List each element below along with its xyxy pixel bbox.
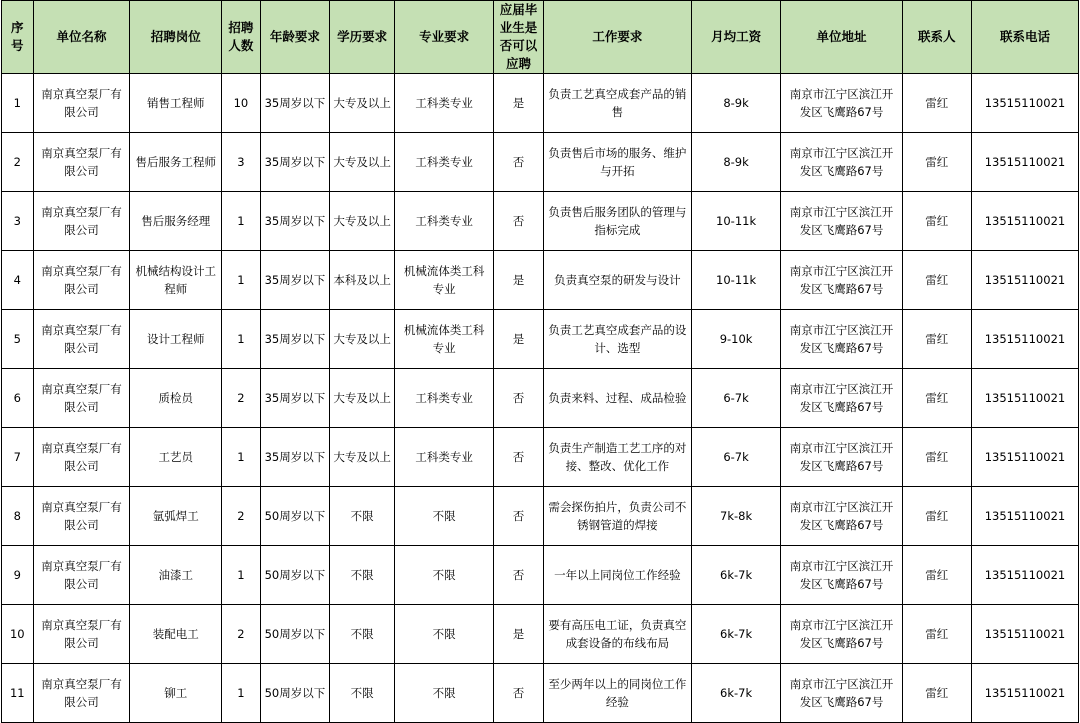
cell-education: 本科及以上 <box>330 251 395 310</box>
cell-phone: 13515110021 <box>971 133 1078 192</box>
cell-major: 工科类专业 <box>395 428 494 487</box>
cell-contact: 雷红 <box>902 310 971 369</box>
cell-major: 工科类专业 <box>395 369 494 428</box>
cell-salary: 6k-7k <box>691 546 781 605</box>
cell-phone: 13515110021 <box>971 664 1078 723</box>
table-row <box>2 133 1079 192</box>
cell-headcount: 1 <box>222 664 261 723</box>
cell-education: 大专及以上 <box>330 428 395 487</box>
header-salary: 月均工资 <box>691 1 781 74</box>
cell-graduates: 否 <box>494 664 544 723</box>
cell-age: 35周岁以下 <box>260 74 329 133</box>
table-row <box>2 369 1079 428</box>
header-headcount: 招聘人数 <box>222 1 261 74</box>
cell-major: 不限 <box>395 487 494 546</box>
cell-age: 35周岁以下 <box>260 428 329 487</box>
cell-index: 10 <box>2 605 34 664</box>
cell-phone: 13515110021 <box>971 310 1078 369</box>
cell-education: 不限 <box>330 546 395 605</box>
header-contact: 联系人 <box>902 1 971 74</box>
cell-age: 35周岁以下 <box>260 310 329 369</box>
cell-company: 南京真空泵厂有限公司 <box>33 546 130 605</box>
cell-graduates: 是 <box>494 310 544 369</box>
header-position: 招聘岗位 <box>130 1 222 74</box>
cell-salary: 6-7k <box>691 428 781 487</box>
table-row <box>2 310 1079 369</box>
cell-job-requirements: 一年以上同岗位工作经验 <box>544 546 692 605</box>
cell-contact: 雷红 <box>902 192 971 251</box>
cell-phone: 13515110021 <box>971 369 1078 428</box>
cell-address: 南京市江宁区滨江开发区飞鹰路67号 <box>781 546 902 605</box>
cell-headcount: 1 <box>222 428 261 487</box>
cell-graduates: 否 <box>494 487 544 546</box>
cell-major: 工科类专业 <box>395 133 494 192</box>
cell-phone: 13515110021 <box>971 192 1078 251</box>
cell-age: 50周岁以下 <box>260 664 329 723</box>
cell-job-requirements: 负责售后市场的服务、维护与开拓 <box>544 133 692 192</box>
cell-headcount: 10 <box>222 74 261 133</box>
cell-address: 南京市江宁区滨江开发区飞鹰路67号 <box>781 369 902 428</box>
cell-major: 不限 <box>395 605 494 664</box>
cell-age: 35周岁以下 <box>260 133 329 192</box>
cell-index: 9 <box>2 546 34 605</box>
cell-age: 35周岁以下 <box>260 369 329 428</box>
table-header <box>2 1 1079 74</box>
cell-company: 南京真空泵厂有限公司 <box>33 310 130 369</box>
table-row <box>2 74 1079 133</box>
cell-contact: 雷红 <box>902 369 971 428</box>
recruitment-table <box>1 0 1079 723</box>
cell-company: 南京真空泵厂有限公司 <box>33 428 130 487</box>
cell-headcount: 2 <box>222 369 261 428</box>
cell-position: 装配电工 <box>130 605 222 664</box>
cell-headcount: 3 <box>222 133 261 192</box>
cell-position: 工艺员 <box>130 428 222 487</box>
cell-index: 4 <box>2 251 34 310</box>
cell-address: 南京市江宁区滨江开发区飞鹰路67号 <box>781 133 902 192</box>
cell-salary: 6k-7k <box>691 605 781 664</box>
cell-position: 售后服务工程师 <box>130 133 222 192</box>
header-graduates: 应届毕业生是否可以应聘 <box>494 1 544 74</box>
cell-job-requirements: 需会探伤拍片，负责公司不锈钢管道的焊接 <box>544 487 692 546</box>
cell-job-requirements: 负责工艺真空成套产品的设计、选型 <box>544 310 692 369</box>
cell-age: 35周岁以下 <box>260 251 329 310</box>
cell-address: 南京市江宁区滨江开发区飞鹰路67号 <box>781 487 902 546</box>
cell-company: 南京真空泵厂有限公司 <box>33 192 130 251</box>
cell-index: 11 <box>2 664 34 723</box>
cell-major: 机械流体类工科专业 <box>395 251 494 310</box>
cell-company: 南京真空泵厂有限公司 <box>33 664 130 723</box>
cell-company: 南京真空泵厂有限公司 <box>33 487 130 546</box>
header-address: 单位地址 <box>781 1 902 74</box>
cell-headcount: 1 <box>222 192 261 251</box>
header-row <box>2 1 1079 74</box>
cell-address: 南京市江宁区滨江开发区飞鹰路67号 <box>781 251 902 310</box>
cell-phone: 13515110021 <box>971 74 1078 133</box>
cell-headcount: 1 <box>222 546 261 605</box>
cell-index: 2 <box>2 133 34 192</box>
cell-job-requirements: 负责来料、过程、成品检验 <box>544 369 692 428</box>
cell-job-requirements: 要有高压电工证，负责真空成套设备的布线布局 <box>544 605 692 664</box>
cell-salary: 10-11k <box>691 192 781 251</box>
cell-address: 南京市江宁区滨江开发区飞鹰路67号 <box>781 664 902 723</box>
cell-education: 不限 <box>330 487 395 546</box>
cell-education: 大专及以上 <box>330 133 395 192</box>
cell-graduates: 否 <box>494 369 544 428</box>
cell-index: 7 <box>2 428 34 487</box>
header-major: 专业要求 <box>395 1 494 74</box>
table-row <box>2 487 1079 546</box>
cell-salary: 9-10k <box>691 310 781 369</box>
header-index: 序号 <box>2 1 34 74</box>
cell-major: 工科类专业 <box>395 192 494 251</box>
cell-graduates: 否 <box>494 192 544 251</box>
cell-address: 南京市江宁区滨江开发区飞鹰路67号 <box>781 428 902 487</box>
cell-contact: 雷红 <box>902 487 971 546</box>
cell-education: 不限 <box>330 605 395 664</box>
cell-age: 50周岁以下 <box>260 546 329 605</box>
cell-graduates: 是 <box>494 605 544 664</box>
cell-graduates: 否 <box>494 428 544 487</box>
cell-phone: 13515110021 <box>971 428 1078 487</box>
cell-salary: 10-11k <box>691 251 781 310</box>
cell-salary: 7k-8k <box>691 487 781 546</box>
header-company: 单位名称 <box>33 1 130 74</box>
cell-graduates: 是 <box>494 74 544 133</box>
cell-position: 机械结构设计工程师 <box>130 251 222 310</box>
cell-position: 油漆工 <box>130 546 222 605</box>
cell-major: 不限 <box>395 664 494 723</box>
table-row <box>2 605 1079 664</box>
cell-job-requirements: 负责生产制造工艺工序的对接、整改、优化工作 <box>544 428 692 487</box>
cell-company: 南京真空泵厂有限公司 <box>33 369 130 428</box>
cell-headcount: 1 <box>222 310 261 369</box>
cell-contact: 雷红 <box>902 605 971 664</box>
cell-phone: 13515110021 <box>971 487 1078 546</box>
cell-salary: 8-9k <box>691 133 781 192</box>
table-row <box>2 664 1079 723</box>
cell-major: 机械流体类工科专业 <box>395 310 494 369</box>
cell-index: 5 <box>2 310 34 369</box>
cell-position: 售后服务经理 <box>130 192 222 251</box>
cell-age: 50周岁以下 <box>260 487 329 546</box>
cell-headcount: 2 <box>222 605 261 664</box>
cell-age: 35周岁以下 <box>260 192 329 251</box>
cell-graduates: 否 <box>494 546 544 605</box>
cell-address: 南京市江宁区滨江开发区飞鹰路67号 <box>781 192 902 251</box>
cell-major: 不限 <box>395 546 494 605</box>
cell-job-requirements: 负责真空泵的研发与设计 <box>544 251 692 310</box>
header-education: 学历要求 <box>330 1 395 74</box>
cell-phone: 13515110021 <box>971 605 1078 664</box>
cell-job-requirements: 负责售后服务团队的管理与指标完成 <box>544 192 692 251</box>
cell-education: 大专及以上 <box>330 192 395 251</box>
cell-position: 设计工程师 <box>130 310 222 369</box>
cell-graduates: 否 <box>494 133 544 192</box>
cell-company: 南京真空泵厂有限公司 <box>33 74 130 133</box>
cell-position: 销售工程师 <box>130 74 222 133</box>
cell-education: 大专及以上 <box>330 74 395 133</box>
cell-job-requirements: 负责工艺真空成套产品的销售 <box>544 74 692 133</box>
cell-index: 6 <box>2 369 34 428</box>
cell-company: 南京真空泵厂有限公司 <box>33 133 130 192</box>
table-row <box>2 428 1079 487</box>
cell-company: 南京真空泵厂有限公司 <box>33 605 130 664</box>
cell-address: 南京市江宁区滨江开发区飞鹰路67号 <box>781 605 902 664</box>
cell-position: 质检员 <box>130 369 222 428</box>
cell-salary: 8-9k <box>691 74 781 133</box>
cell-job-requirements: 至少两年以上的同岗位工作经验 <box>544 664 692 723</box>
cell-contact: 雷红 <box>902 251 971 310</box>
header-job-requirements: 工作要求 <box>544 1 692 74</box>
cell-headcount: 1 <box>222 251 261 310</box>
cell-index: 3 <box>2 192 34 251</box>
cell-major: 工科类专业 <box>395 74 494 133</box>
cell-position: 铆工 <box>130 664 222 723</box>
cell-index: 1 <box>2 74 34 133</box>
cell-contact: 雷红 <box>902 546 971 605</box>
cell-contact: 雷红 <box>902 74 971 133</box>
cell-phone: 13515110021 <box>971 251 1078 310</box>
cell-contact: 雷红 <box>902 133 971 192</box>
cell-index: 8 <box>2 487 34 546</box>
cell-graduates: 是 <box>494 251 544 310</box>
cell-headcount: 2 <box>222 487 261 546</box>
cell-age: 50周岁以下 <box>260 605 329 664</box>
table-body <box>2 74 1079 723</box>
cell-address: 南京市江宁区滨江开发区飞鹰路67号 <box>781 74 902 133</box>
cell-phone: 13515110021 <box>971 546 1078 605</box>
cell-address: 南京市江宁区滨江开发区飞鹰路67号 <box>781 310 902 369</box>
header-phone: 联系电话 <box>971 1 1078 74</box>
cell-contact: 雷红 <box>902 664 971 723</box>
table-row <box>2 192 1079 251</box>
cell-contact: 雷红 <box>902 428 971 487</box>
cell-salary: 6-7k <box>691 369 781 428</box>
cell-salary: 6k-7k <box>691 664 781 723</box>
table-row <box>2 251 1079 310</box>
table-row <box>2 546 1079 605</box>
header-age: 年龄要求 <box>260 1 329 74</box>
cell-education: 大专及以上 <box>330 369 395 428</box>
cell-education: 大专及以上 <box>330 310 395 369</box>
cell-company: 南京真空泵厂有限公司 <box>33 251 130 310</box>
cell-education: 不限 <box>330 664 395 723</box>
cell-position: 氩弧焊工 <box>130 487 222 546</box>
